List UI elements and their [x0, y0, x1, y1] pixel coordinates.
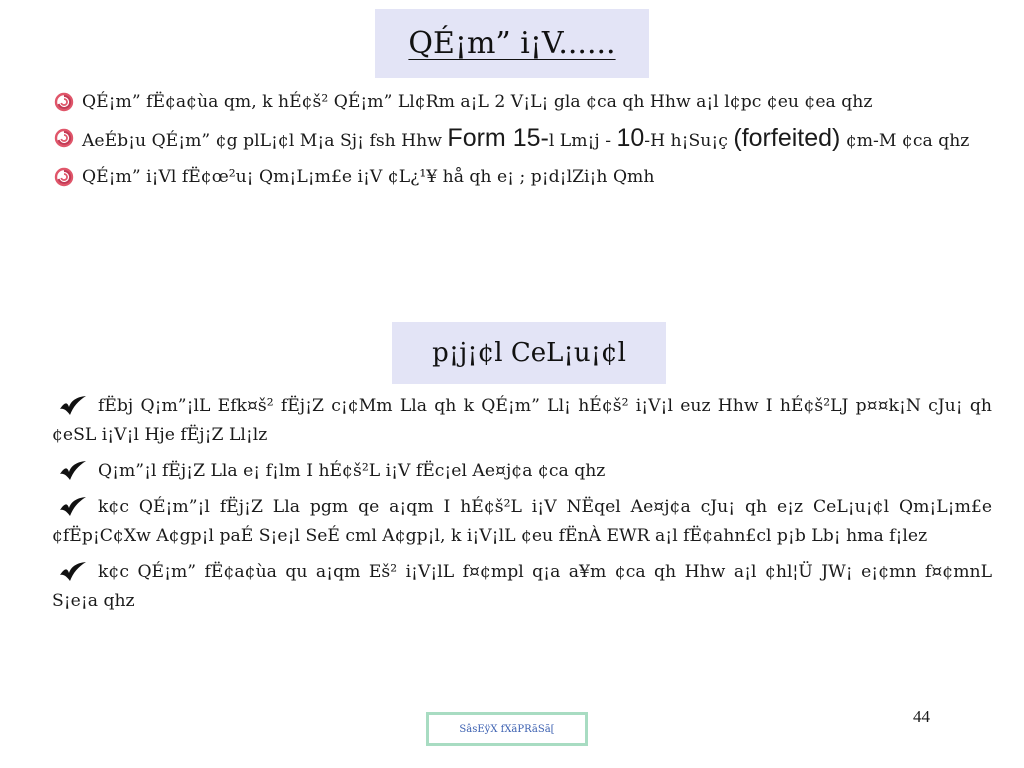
bullet-item [52, 88, 992, 117]
section2-bullets [52, 392, 992, 623]
page-number: 44 [913, 707, 930, 726]
bullet-text: Q¡m”¡l fËj¡Z Lla e¡ f¡lm I hÉ¢š²L i¡V fËc¡el Ae¤j¢a ¢ca qhz [98, 461, 606, 481]
section-title-challenge-vote [375, 9, 649, 78]
bullet-text-segment: ¢m-M ¢ca qhz [840, 131, 970, 151]
swirl-bullet-icon [54, 167, 74, 187]
bullet-text-segment: -H h¡Su¡ç [644, 131, 734, 151]
checkmark-bullet-icon [58, 460, 88, 482]
bullet-text: k¢c QÉ¡m” fË¢a¢ùa qu a¡qm Eš² i¡V¡lL f¤¢mpl q¡a a¥m ¢ca qh Hhw a¡l ¢hl¦Ü JW¡ e¡¢mn f¤¢mnL S¡e¡a qhz [52, 562, 992, 611]
checkmark-bullet-icon [58, 395, 88, 417]
bullet-text-segment: QÉ¡m” fË¢a¢ùa qm, k hÉ¢š² QÉ¡m” Ll¢Rm a¡L 2 V¡L¡ gla ¢ca qh Hhw a¡l l¢pc ¢eu ¢ea qhz [82, 92, 873, 112]
checkmark-bullet-icon [58, 561, 88, 583]
bullet-item [52, 457, 992, 486]
bullet-text-segment: AeÉb¡u QÉ¡m” ¢g plL¡¢l M¡a Sj¡ fsh Hhw [82, 131, 448, 151]
section-title-text: p¡j¡¢l CeL¡u¡¢l [432, 338, 626, 368]
bullet-text: k¢c QÉ¡m”¡l fËj¡Z Lla pgm qe a¡qm I hÉ¢š²L i¡V NËqel Ae¤j¢a cJu¡ qh e¡z CeL¡u¡¢l Qm¡L¡m£e ¢fËp¡C¢Xw A¢gp¡l paÉ S¡e¡l SeÉ cml A¢gp¡l, k i¡V¡lL ¢eu fËnÀ EWR a¡l fË¢ahn£cl p¡b Lb¡ hma f¡lez [52, 497, 992, 546]
checkmark-bullet-icon [58, 496, 88, 518]
bullet-item [52, 392, 992, 450]
footer-text: SâsEÿX fXãPRãSã[ [459, 723, 555, 735]
bullet-text-segment: (forfeited) [733, 124, 841, 152]
bullet-text-segment: 10 [616, 124, 645, 152]
bullet-text-segment: Form 15- [447, 124, 549, 152]
bullet-item [52, 163, 992, 192]
section-title-summary-inquiry [392, 322, 666, 384]
bullet-item [52, 558, 992, 616]
swirl-bullet-icon [54, 92, 74, 112]
section-title-text: QÉ¡m” i¡V...... [408, 26, 616, 61]
swirl-bullet-icon [54, 128, 74, 148]
section1-bullets [52, 88, 992, 199]
bullet-item [52, 493, 992, 551]
bullet-text-segment: QÉ¡m” i¡Vl fË¢œ²u¡ Qm¡L¡m£e i¡V ¢L¿¹¥ hå qh e¡ ; p¡d¡lZi¡h Qmh [82, 167, 655, 187]
bullet-text: fËbj Q¡m”¡lL Efk¤š² fËj¡Z c¡¢Mm Lla qh k QÉ¡m” Ll¡ hÉ¢š² i¡V¡l euz Hhw I hÉ¢š²LJ p¤¤k¡N cJu¡ qh ¢eSL i¡V¡l Hje fËj¡Z Ll¡lz [52, 396, 992, 445]
footer-label [426, 712, 588, 746]
bullet-text-segment: l Lm¡j - [548, 131, 617, 151]
bullet-item [52, 124, 992, 156]
